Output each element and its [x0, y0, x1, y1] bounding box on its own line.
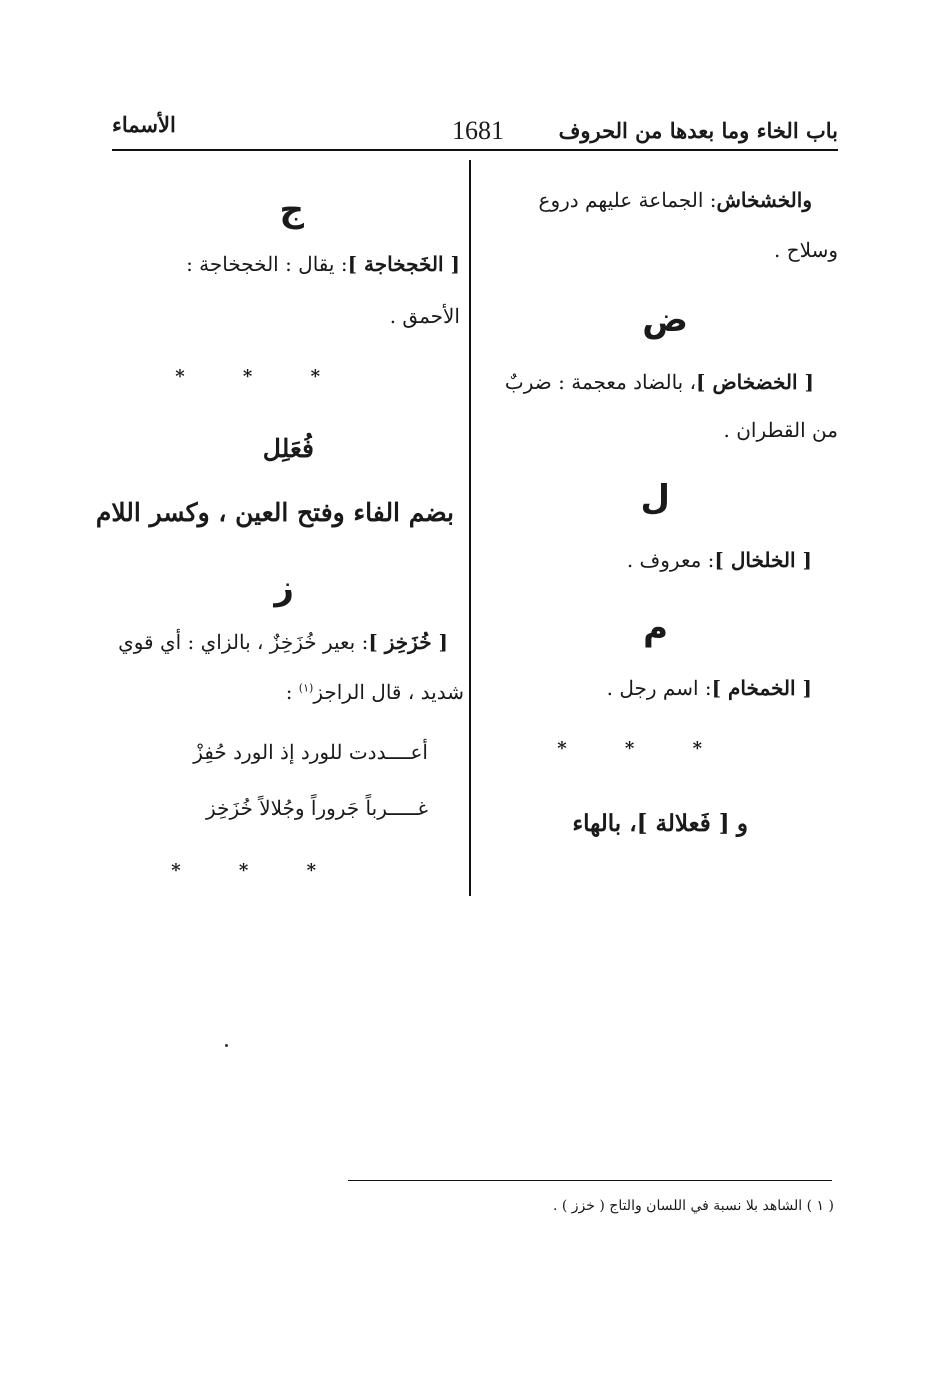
section-head: [ فَعلالة ] — [636, 810, 730, 837]
letter-heading-mim: م — [643, 608, 668, 648]
section-prefix: و — [736, 810, 748, 837]
entry-khadkhad — [505, 370, 814, 394]
section-separator: * * * — [175, 366, 346, 387]
section-separator: * * * — [171, 860, 342, 881]
entry-khashkhash-cont: وسلاح . — [774, 238, 838, 262]
header-rule — [112, 149, 838, 151]
print-speck — [225, 1044, 228, 1047]
left-column — [95, 160, 464, 881]
entry-khadkhad-cont: من القطران . — [723, 418, 838, 442]
pattern-title: فُعَلِل — [262, 434, 314, 463]
entry-khuzakhiz-cont — [286, 680, 464, 704]
entry-head: [ الخضخاض ] — [696, 370, 814, 394]
section-heading-falala — [572, 810, 748, 837]
column-divider — [469, 160, 471, 896]
running-head-left: الأسماء — [112, 112, 176, 137]
entry-head: [ الخمخام ] — [711, 676, 812, 700]
entry-text: : معروف . — [626, 548, 715, 572]
footnote-text: ( ١ ) الشاهد بلا نسبة في اللسان والتاج ( خزز ) . — [552, 1198, 834, 1214]
running-head-right: باب الخاء وما بعدها من الحروف — [558, 118, 838, 143]
entry-khajkhaja-cont: الأحمق . — [389, 304, 460, 328]
entry-head: [ الخَجخاجة ] — [347, 252, 460, 276]
colon: : — [285, 680, 299, 704]
verse-line-2: غـــــرباً جَروراً وجُلالاً خُزَخِز — [206, 796, 428, 820]
entry-text: : بعير خُزَخِزٌ ، بالزاي : أي قوي — [118, 630, 369, 654]
section-separator: * * * — [557, 738, 728, 759]
entry-text: شديد ، قال الراجز — [313, 680, 464, 704]
entry-text: : يقال : الخجخاجة : — [186, 252, 348, 276]
entry-khamkham — [607, 676, 812, 700]
entry-head: والخشخاش — [716, 188, 812, 212]
section-suffix: ، بالهاء — [572, 810, 637, 837]
right-column — [478, 160, 838, 860]
entry-khajkhaja — [186, 252, 460, 276]
footnote-rule — [348, 1180, 832, 1181]
entry-text: : الجماعة عليهم دروع — [538, 188, 717, 212]
entry-khuzakhiz — [118, 630, 448, 654]
pattern-description: بضم الفاء وفتح العين ، وكسر اللام — [95, 498, 454, 527]
letter-heading-dad: ض — [642, 300, 688, 340]
entry-text: ، بالضاد معجمة : ضربٌ — [504, 370, 697, 394]
entry-khalkhal — [627, 548, 812, 572]
page-number: 1681 — [452, 116, 504, 145]
letter-heading-lam: ل — [640, 478, 670, 518]
verse-line-1: أعــــددت للورد إذ الورد حُفِزْ — [193, 740, 428, 764]
letter-heading-zay: ز — [274, 568, 294, 608]
entry-head: [ خُزَخِز ] — [368, 630, 448, 654]
letter-heading-jim: ج — [279, 190, 304, 230]
entry-head: [ الخلخال ] — [714, 548, 812, 572]
entry-text: : اسم رجل . — [606, 676, 712, 700]
footnote-ref[interactable]: (١) — [298, 681, 314, 695]
entry-khashkhash — [539, 188, 812, 212]
